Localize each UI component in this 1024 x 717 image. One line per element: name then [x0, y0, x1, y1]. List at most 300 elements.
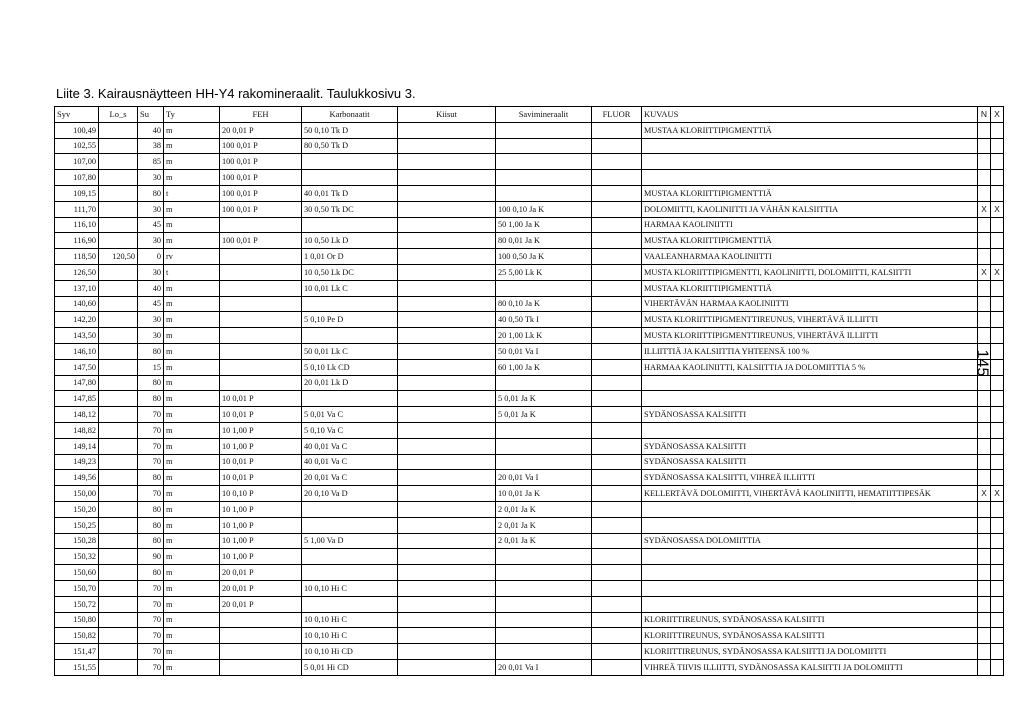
cell-kuvaus: MUSTAA KLORIITTIPIGMENTTIÄ	[642, 233, 978, 249]
document-caption: Liite 3. Kairausnäytteen HH-Y4 rakomineraalit. Taulukkosivu 3.	[56, 86, 416, 101]
cell-ty: m	[164, 233, 220, 249]
table-row	[55, 549, 1004, 565]
cell-fluor	[592, 438, 642, 454]
table-row	[55, 659, 1004, 675]
cell-ty: m	[164, 375, 220, 391]
cell-feh	[220, 359, 302, 375]
table-row	[55, 154, 1004, 170]
cell-los	[99, 264, 138, 280]
table-row	[55, 628, 1004, 644]
cell-syv: 147,80	[55, 375, 99, 391]
cell-su: 70	[138, 612, 164, 628]
cell-ty: m	[164, 628, 220, 644]
cell-x	[991, 612, 1004, 628]
cell-fluor	[592, 501, 642, 517]
table-row	[55, 217, 1004, 233]
cell-savimineraalit	[496, 170, 592, 186]
header-x: X	[991, 107, 1004, 123]
cell-n	[978, 596, 991, 612]
cell-kiisut	[398, 470, 496, 486]
cell-syv: 149,56	[55, 470, 99, 486]
cell-los	[99, 359, 138, 375]
table-row	[55, 138, 1004, 154]
cell-los	[99, 659, 138, 675]
cell-fluor	[592, 659, 642, 675]
cell-kiisut	[398, 501, 496, 517]
cell-los	[99, 438, 138, 454]
cell-fluor	[592, 407, 642, 423]
cell-feh: 100 0,01 P	[220, 154, 302, 170]
cell-syv: 100,49	[55, 122, 99, 138]
cell-feh: 100 0,01 P	[220, 233, 302, 249]
cell-los	[99, 217, 138, 233]
cell-feh	[220, 659, 302, 675]
cell-syv: 107,00	[55, 154, 99, 170]
cell-savimineraalit: 80 0,01 Ja K	[496, 233, 592, 249]
cell-karbonaatit: 50 0,10 Tk D	[302, 122, 398, 138]
cell-feh: 20 0,01 P	[220, 596, 302, 612]
cell-su: 80	[138, 343, 164, 359]
cell-n	[978, 628, 991, 644]
cell-n	[978, 154, 991, 170]
cell-savimineraalit	[496, 422, 592, 438]
cell-syv: 143,50	[55, 328, 99, 344]
cell-su: 80	[138, 501, 164, 517]
cell-x	[991, 312, 1004, 328]
table-row	[55, 565, 1004, 581]
mineral-table	[54, 106, 1004, 676]
cell-kuvaus: KLORIITTIREUNUS, SYDÄNOSASSA KALSIITTI JA DOLOMIITTI	[642, 644, 978, 660]
cell-ty: m	[164, 296, 220, 312]
cell-fluor	[592, 170, 642, 186]
cell-x	[991, 580, 1004, 596]
table-row	[55, 501, 1004, 517]
table-row	[55, 249, 1004, 265]
cell-x	[991, 328, 1004, 344]
cell-su: 80	[138, 391, 164, 407]
cell-x	[991, 138, 1004, 154]
cell-savimineraalit: 20 1,00 Lk K	[496, 328, 592, 344]
cell-fluor	[592, 375, 642, 391]
cell-savimineraalit: 50 1,00 Ja K	[496, 217, 592, 233]
cell-su: 80	[138, 375, 164, 391]
cell-n	[978, 122, 991, 138]
cell-savimineraalit: 40 0,50 Tk I	[496, 312, 592, 328]
cell-savimineraalit	[496, 122, 592, 138]
cell-savimineraalit	[496, 185, 592, 201]
cell-los	[99, 375, 138, 391]
cell-feh	[220, 375, 302, 391]
table-row	[55, 644, 1004, 660]
cell-su: 15	[138, 359, 164, 375]
cell-feh: 10 1,00 P	[220, 533, 302, 549]
cell-x: X	[991, 264, 1004, 280]
table-header-row	[55, 107, 1004, 123]
cell-x	[991, 659, 1004, 675]
cell-n	[978, 138, 991, 154]
cell-ty: m	[164, 280, 220, 296]
cell-los	[99, 138, 138, 154]
cell-kuvaus: KLORIITTIREUNUS, SYDÄNOSASSA KALSIITTI	[642, 612, 978, 628]
cell-karbonaatit	[302, 517, 398, 533]
cell-ty: m	[164, 565, 220, 581]
cell-kiisut	[398, 596, 496, 612]
cell-ty: m	[164, 517, 220, 533]
cell-kiisut	[398, 233, 496, 249]
cell-syv: 150,72	[55, 596, 99, 612]
cell-syv: 151,55	[55, 659, 99, 675]
cell-fluor	[592, 533, 642, 549]
table-row	[55, 359, 1004, 375]
cell-kiisut	[398, 628, 496, 644]
cell-los	[99, 422, 138, 438]
cell-kuvaus	[642, 422, 978, 438]
cell-su: 30	[138, 233, 164, 249]
cell-kuvaus: VIHREÄ TIIVIS ILLIITTI, SYDÄNOSASSA KALSIITTI JA DOLOMIITTI	[642, 659, 978, 675]
cell-kuvaus	[642, 517, 978, 533]
cell-kuvaus: MUSTAA KLORIITTIPIGMENTTIÄ	[642, 185, 978, 201]
cell-kiisut	[398, 407, 496, 423]
table-row	[55, 185, 1004, 201]
cell-karbonaatit: 40 0,01 Va C	[302, 454, 398, 470]
cell-fluor	[592, 470, 642, 486]
cell-karbonaatit: 10 0,10 Hi C	[302, 580, 398, 596]
cell-ty: m	[164, 154, 220, 170]
cell-kuvaus: SYDÄNOSASSA KALSIITTI	[642, 407, 978, 423]
cell-su: 85	[138, 154, 164, 170]
cell-su: 30	[138, 264, 164, 280]
cell-karbonaatit: 40 0,01 Va C	[302, 438, 398, 454]
cell-syv: 151,47	[55, 644, 99, 660]
cell-x	[991, 407, 1004, 423]
cell-los	[99, 565, 138, 581]
cell-kuvaus	[642, 154, 978, 170]
cell-karbonaatit	[302, 170, 398, 186]
cell-savimineraalit: 25 5,00 Lk K	[496, 264, 592, 280]
cell-fluor	[592, 359, 642, 375]
cell-fluor	[592, 612, 642, 628]
cell-karbonaatit: 20 0,01 Lk D	[302, 375, 398, 391]
cell-feh: 20 0,01 P	[220, 122, 302, 138]
cell-savimineraalit	[496, 644, 592, 660]
cell-n	[978, 233, 991, 249]
cell-kuvaus: SYDÄNOSASSA KALSIITTI	[642, 454, 978, 470]
cell-kuvaus	[642, 596, 978, 612]
cell-los	[99, 612, 138, 628]
cell-los	[99, 549, 138, 565]
cell-fluor	[592, 486, 642, 502]
cell-feh	[220, 249, 302, 265]
cell-savimineraalit: 10 0,01 Ja K	[496, 486, 592, 502]
cell-ty: t	[164, 264, 220, 280]
cell-kuvaus: SYDÄNOSASSA DOLOMIITTIA	[642, 533, 978, 549]
cell-n	[978, 580, 991, 596]
cell-los	[99, 470, 138, 486]
cell-su: 80	[138, 533, 164, 549]
cell-savimineraalit	[496, 280, 592, 296]
cell-syv: 118,50	[55, 249, 99, 265]
table-row	[55, 407, 1004, 423]
cell-fluor	[592, 422, 642, 438]
cell-x	[991, 217, 1004, 233]
cell-karbonaatit: 80 0,50 Tk D	[302, 138, 398, 154]
cell-n	[978, 454, 991, 470]
cell-x	[991, 233, 1004, 249]
cell-su: 45	[138, 296, 164, 312]
cell-syv: 147,50	[55, 359, 99, 375]
cell-fluor	[592, 154, 642, 170]
cell-su: 30	[138, 312, 164, 328]
cell-n	[978, 185, 991, 201]
cell-karbonaatit: 10 0,10 Hi C	[302, 612, 398, 628]
cell-ty: m	[164, 343, 220, 359]
cell-syv: 102,55	[55, 138, 99, 154]
cell-los	[99, 486, 138, 502]
cell-syv: 150,32	[55, 549, 99, 565]
cell-x	[991, 296, 1004, 312]
cell-ty: m	[164, 596, 220, 612]
cell-su: 80	[138, 470, 164, 486]
cell-x	[991, 154, 1004, 170]
cell-ty: m	[164, 486, 220, 502]
cell-ty: m	[164, 438, 220, 454]
cell-ty: m	[164, 612, 220, 628]
cell-karbonaatit: 10 0,50 Lk DC	[302, 264, 398, 280]
cell-su: 80	[138, 185, 164, 201]
cell-x	[991, 517, 1004, 533]
cell-savimineraalit	[496, 565, 592, 581]
table-row	[55, 486, 1004, 502]
cell-savimineraalit: 100 0,10 Ja K	[496, 201, 592, 217]
cell-kiisut	[398, 343, 496, 359]
cell-su: 90	[138, 549, 164, 565]
table-row	[55, 422, 1004, 438]
table-row	[55, 375, 1004, 391]
cell-karbonaatit: 40 0,01 Tk D	[302, 185, 398, 201]
cell-fluor	[592, 233, 642, 249]
table-row	[55, 264, 1004, 280]
cell-feh: 10 1,00 P	[220, 501, 302, 517]
cell-karbonaatit	[302, 549, 398, 565]
cell-n: X	[978, 201, 991, 217]
cell-kiisut	[398, 359, 496, 375]
cell-los	[99, 580, 138, 596]
cell-los	[99, 185, 138, 201]
cell-karbonaatit	[302, 217, 398, 233]
cell-x	[991, 359, 1004, 375]
header-los: Lo_s	[99, 107, 138, 123]
cell-karbonaatit: 10 0,50 Lk D	[302, 233, 398, 249]
cell-kuvaus	[642, 565, 978, 581]
cell-karbonaatit: 5 1,00 Va D	[302, 533, 398, 549]
cell-kuvaus: MUSTA KLORIITTIPIGMENTTIREUNUS, VIHERTÄVÄ ILLIITTI	[642, 312, 978, 328]
cell-kiisut	[398, 486, 496, 502]
cell-savimineraalit: 20 0,01 Va I	[496, 659, 592, 675]
cell-fluor	[592, 391, 642, 407]
cell-kiisut	[398, 185, 496, 201]
cell-su: 70	[138, 644, 164, 660]
cell-fluor	[592, 185, 642, 201]
cell-ty: m	[164, 138, 220, 154]
cell-x: X	[991, 201, 1004, 217]
cell-su: 70	[138, 422, 164, 438]
cell-feh: 10 1,00 P	[220, 438, 302, 454]
cell-x	[991, 438, 1004, 454]
cell-fluor	[592, 565, 642, 581]
cell-fluor	[592, 217, 642, 233]
cell-feh: 100 0,01 P	[220, 185, 302, 201]
cell-ty: m	[164, 422, 220, 438]
cell-ty: m	[164, 201, 220, 217]
cell-syv: 149,14	[55, 438, 99, 454]
header-feh: FEH	[220, 107, 302, 123]
cell-su: 70	[138, 596, 164, 612]
cell-fluor	[592, 596, 642, 612]
cell-savimineraalit: 80 0,10 Ja K	[496, 296, 592, 312]
cell-kiisut	[398, 549, 496, 565]
table-row	[55, 312, 1004, 328]
cell-kiisut	[398, 264, 496, 280]
cell-ty: m	[164, 407, 220, 423]
cell-syv: 111,70	[55, 201, 99, 217]
cell-ty: m	[164, 580, 220, 596]
cell-syv: 107,80	[55, 170, 99, 186]
cell-kiisut	[398, 580, 496, 596]
cell-kuvaus: MUSTA KLORIITTIPIGMENTTIREUNUS, VIHERTÄVÄ ILLIITTI	[642, 328, 978, 344]
cell-kuvaus: SYDÄNOSASSA KALSIITTI	[642, 438, 978, 454]
cell-n	[978, 533, 991, 549]
table-row	[55, 438, 1004, 454]
cell-ty: rv	[164, 249, 220, 265]
cell-ty: m	[164, 359, 220, 375]
cell-kuvaus	[642, 138, 978, 154]
cell-n	[978, 470, 991, 486]
cell-feh: 10 0,01 P	[220, 454, 302, 470]
cell-ty: m	[164, 533, 220, 549]
cell-n	[978, 501, 991, 517]
cell-kiisut	[398, 438, 496, 454]
cell-feh: 10 1,00 P	[220, 549, 302, 565]
cell-feh: 10 0,01 P	[220, 391, 302, 407]
cell-los	[99, 343, 138, 359]
cell-syv: 149,23	[55, 454, 99, 470]
table-row	[55, 533, 1004, 549]
cell-kiisut	[398, 391, 496, 407]
cell-kuvaus: MUSTAA KLORIITTIPIGMENTTIÄ	[642, 122, 978, 138]
cell-syv: 116,90	[55, 233, 99, 249]
cell-kuvaus	[642, 580, 978, 596]
cell-los	[99, 122, 138, 138]
cell-su: 70	[138, 659, 164, 675]
cell-syv: 116,10	[55, 217, 99, 233]
cell-n	[978, 612, 991, 628]
cell-savimineraalit	[496, 138, 592, 154]
cell-karbonaatit: 1 0,01 Or D	[302, 249, 398, 265]
cell-fluor	[592, 644, 642, 660]
cell-x	[991, 170, 1004, 186]
cell-fluor	[592, 343, 642, 359]
cell-savimineraalit	[496, 628, 592, 644]
cell-ty: m	[164, 549, 220, 565]
cell-los	[99, 501, 138, 517]
cell-los	[99, 328, 138, 344]
cell-kuvaus	[642, 375, 978, 391]
table-row	[55, 596, 1004, 612]
cell-kiisut	[398, 612, 496, 628]
cell-kuvaus	[642, 170, 978, 186]
cell-feh	[220, 280, 302, 296]
cell-los	[99, 170, 138, 186]
cell-feh: 100 0,01 P	[220, 138, 302, 154]
cell-n	[978, 565, 991, 581]
header-kiisut: Kiisut	[398, 107, 496, 123]
cell-los	[99, 644, 138, 660]
cell-karbonaatit: 20 0,01 Va C	[302, 470, 398, 486]
table-row	[55, 517, 1004, 533]
header-su: Su	[138, 107, 164, 123]
cell-fluor	[592, 122, 642, 138]
cell-feh	[220, 264, 302, 280]
cell-karbonaatit: 10 0,10 Hi C	[302, 628, 398, 644]
cell-x	[991, 533, 1004, 549]
cell-syv: 150,20	[55, 501, 99, 517]
cell-savimineraalit	[496, 154, 592, 170]
cell-x	[991, 628, 1004, 644]
cell-x	[991, 501, 1004, 517]
cell-feh: 100 0,01 P	[220, 201, 302, 217]
cell-fluor	[592, 264, 642, 280]
cell-n	[978, 549, 991, 565]
cell-fluor	[592, 549, 642, 565]
cell-n	[978, 296, 991, 312]
cell-syv: 148,82	[55, 422, 99, 438]
cell-karbonaatit: 10 0,10 Hi CD	[302, 644, 398, 660]
cell-los	[99, 312, 138, 328]
cell-ty: m	[164, 644, 220, 660]
table-row	[55, 280, 1004, 296]
cell-kiisut	[398, 170, 496, 186]
cell-su: 80	[138, 565, 164, 581]
header-karbonaatit: Karbonaatit	[302, 107, 398, 123]
cell-savimineraalit: 5 0,01 Ja K	[496, 407, 592, 423]
cell-kiisut	[398, 454, 496, 470]
cell-kuvaus: VIHERTÄVÄN HARMAA KAOLINIITTI	[642, 296, 978, 312]
cell-feh: 10 0,10 P	[220, 486, 302, 502]
cell-karbonaatit	[302, 328, 398, 344]
table-row	[55, 328, 1004, 344]
cell-syv: 150,60	[55, 565, 99, 581]
header-syv: Syv	[55, 107, 99, 123]
cell-karbonaatit	[302, 391, 398, 407]
table-row	[55, 233, 1004, 249]
cell-syv: 150,82	[55, 628, 99, 644]
cell-n	[978, 170, 991, 186]
table-row	[55, 470, 1004, 486]
cell-los	[99, 596, 138, 612]
cell-su: 30	[138, 201, 164, 217]
cell-savimineraalit: 20 0,01 Va I	[496, 470, 592, 486]
cell-su: 70	[138, 628, 164, 644]
cell-fluor	[592, 328, 642, 344]
cell-kiisut	[398, 154, 496, 170]
cell-ty: m	[164, 217, 220, 233]
cell-fluor	[592, 454, 642, 470]
cell-karbonaatit: 30 0,50 Tk DC	[302, 201, 398, 217]
cell-los	[99, 201, 138, 217]
cell-los	[99, 233, 138, 249]
cell-kiisut	[398, 517, 496, 533]
cell-n	[978, 343, 991, 359]
